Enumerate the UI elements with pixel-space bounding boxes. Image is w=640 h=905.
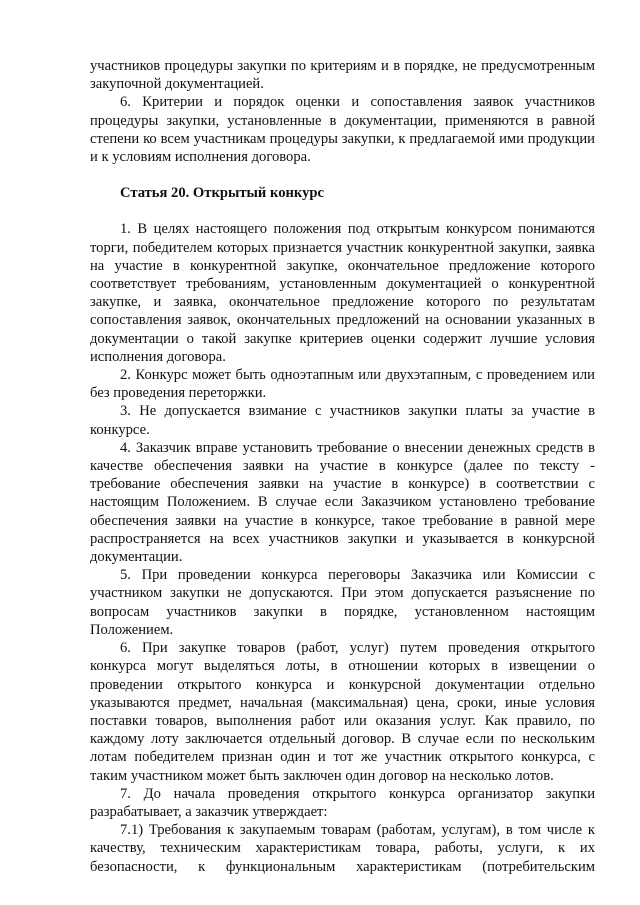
article-heading: Статья 20. Открытый конкурс (120, 185, 325, 202)
article-item-1: 1. В целях настоящего положения под открытым конкурсом понимаются торги, победителем которых признается участник конкурентной закупки, заявка на участие в конкурентной закупке, окончательное предложение которого соответствует требованиям, установленным документацией о конкурентной закупке, и заявка, окончательное предложение которого по результатам сопоставления заявок, окончательных предложений на основании указанных в документации о такой закупке критериев оценки содержит лучшие условия исполнения договора. (90, 221, 595, 365)
article-item-3: 3. Не допускается взимание с участников закупки платы за участие в конкурсе. (90, 403, 595, 438)
article-item-2: 2. Конкурс может быть одноэтапным или двухэтапным, с проведением или без проведения переторжки. (90, 367, 595, 402)
article-subitem-7-1: 7.1) Требования к закупаемым товарам (работам, услугам), в том числе к качеству, техническим характеристикам товара, работы, услуги, к их безопасности, к функциональным характеристикам (потребительским (90, 822, 595, 875)
article-item-4: 4. Заказчик вправе установить требование о внесении денежных средств в качестве обеспечения заявки на участие в конкурсе (далее по тексту - требование обеспечения заявки на участие в конкурсе) в соответствии с настоящим Положением. В случае если Заказчиком установлено требование обеспечения заявки на участие в конкурсе, такое требование в равной мере распространяется на всех участников закупки и указывается в конкурсной документации. (90, 439, 595, 566)
article-item-7: 7. До начала проведения открытого конкурса организатор закупки разрабатывает, а заказчик утверждает: (90, 785, 595, 820)
article-item-5: 5. При проведении конкурса переговоры Заказчика или Комиссии с участником закупки не допускаются. При этом допускается разъяснение по вопросам участников закупки в порядке, установленном настоящим Положением. (90, 567, 595, 638)
document-body (90, 57, 595, 876)
article-item-6: 6. При закупке товаров (работ, услуг) путем проведения открытого конкурса могут выделяться лоты, в отношении которых в извещении о проведении открытого конкурса и конкурсной документации отдельно указываются предмет, начальная (максимальная) цена, сроки, иные условия поставки товаров, выполнения работ или оказания услуг. Как правило, по каждому лоту заключается отдельный договор. В случае если по нескольким лотам победителем признан один и тот же участник открытого конкурса, с таким участником может быть заключен один договор на несколько лотов. (90, 640, 595, 784)
continuation-paragraph: участников процедуры закупки по критериям и в порядке, не предусмотренным закупочной документацией. (90, 58, 595, 93)
prior-item-6: 6. Критерии и порядок оценки и сопоставления заявок участников процедуры закупки, установленные в документации, применяются в равной степени ко всем участникам процедуры закупки, к предлагаемой ими продукции и к условиям исполнения договора. (90, 94, 595, 166)
